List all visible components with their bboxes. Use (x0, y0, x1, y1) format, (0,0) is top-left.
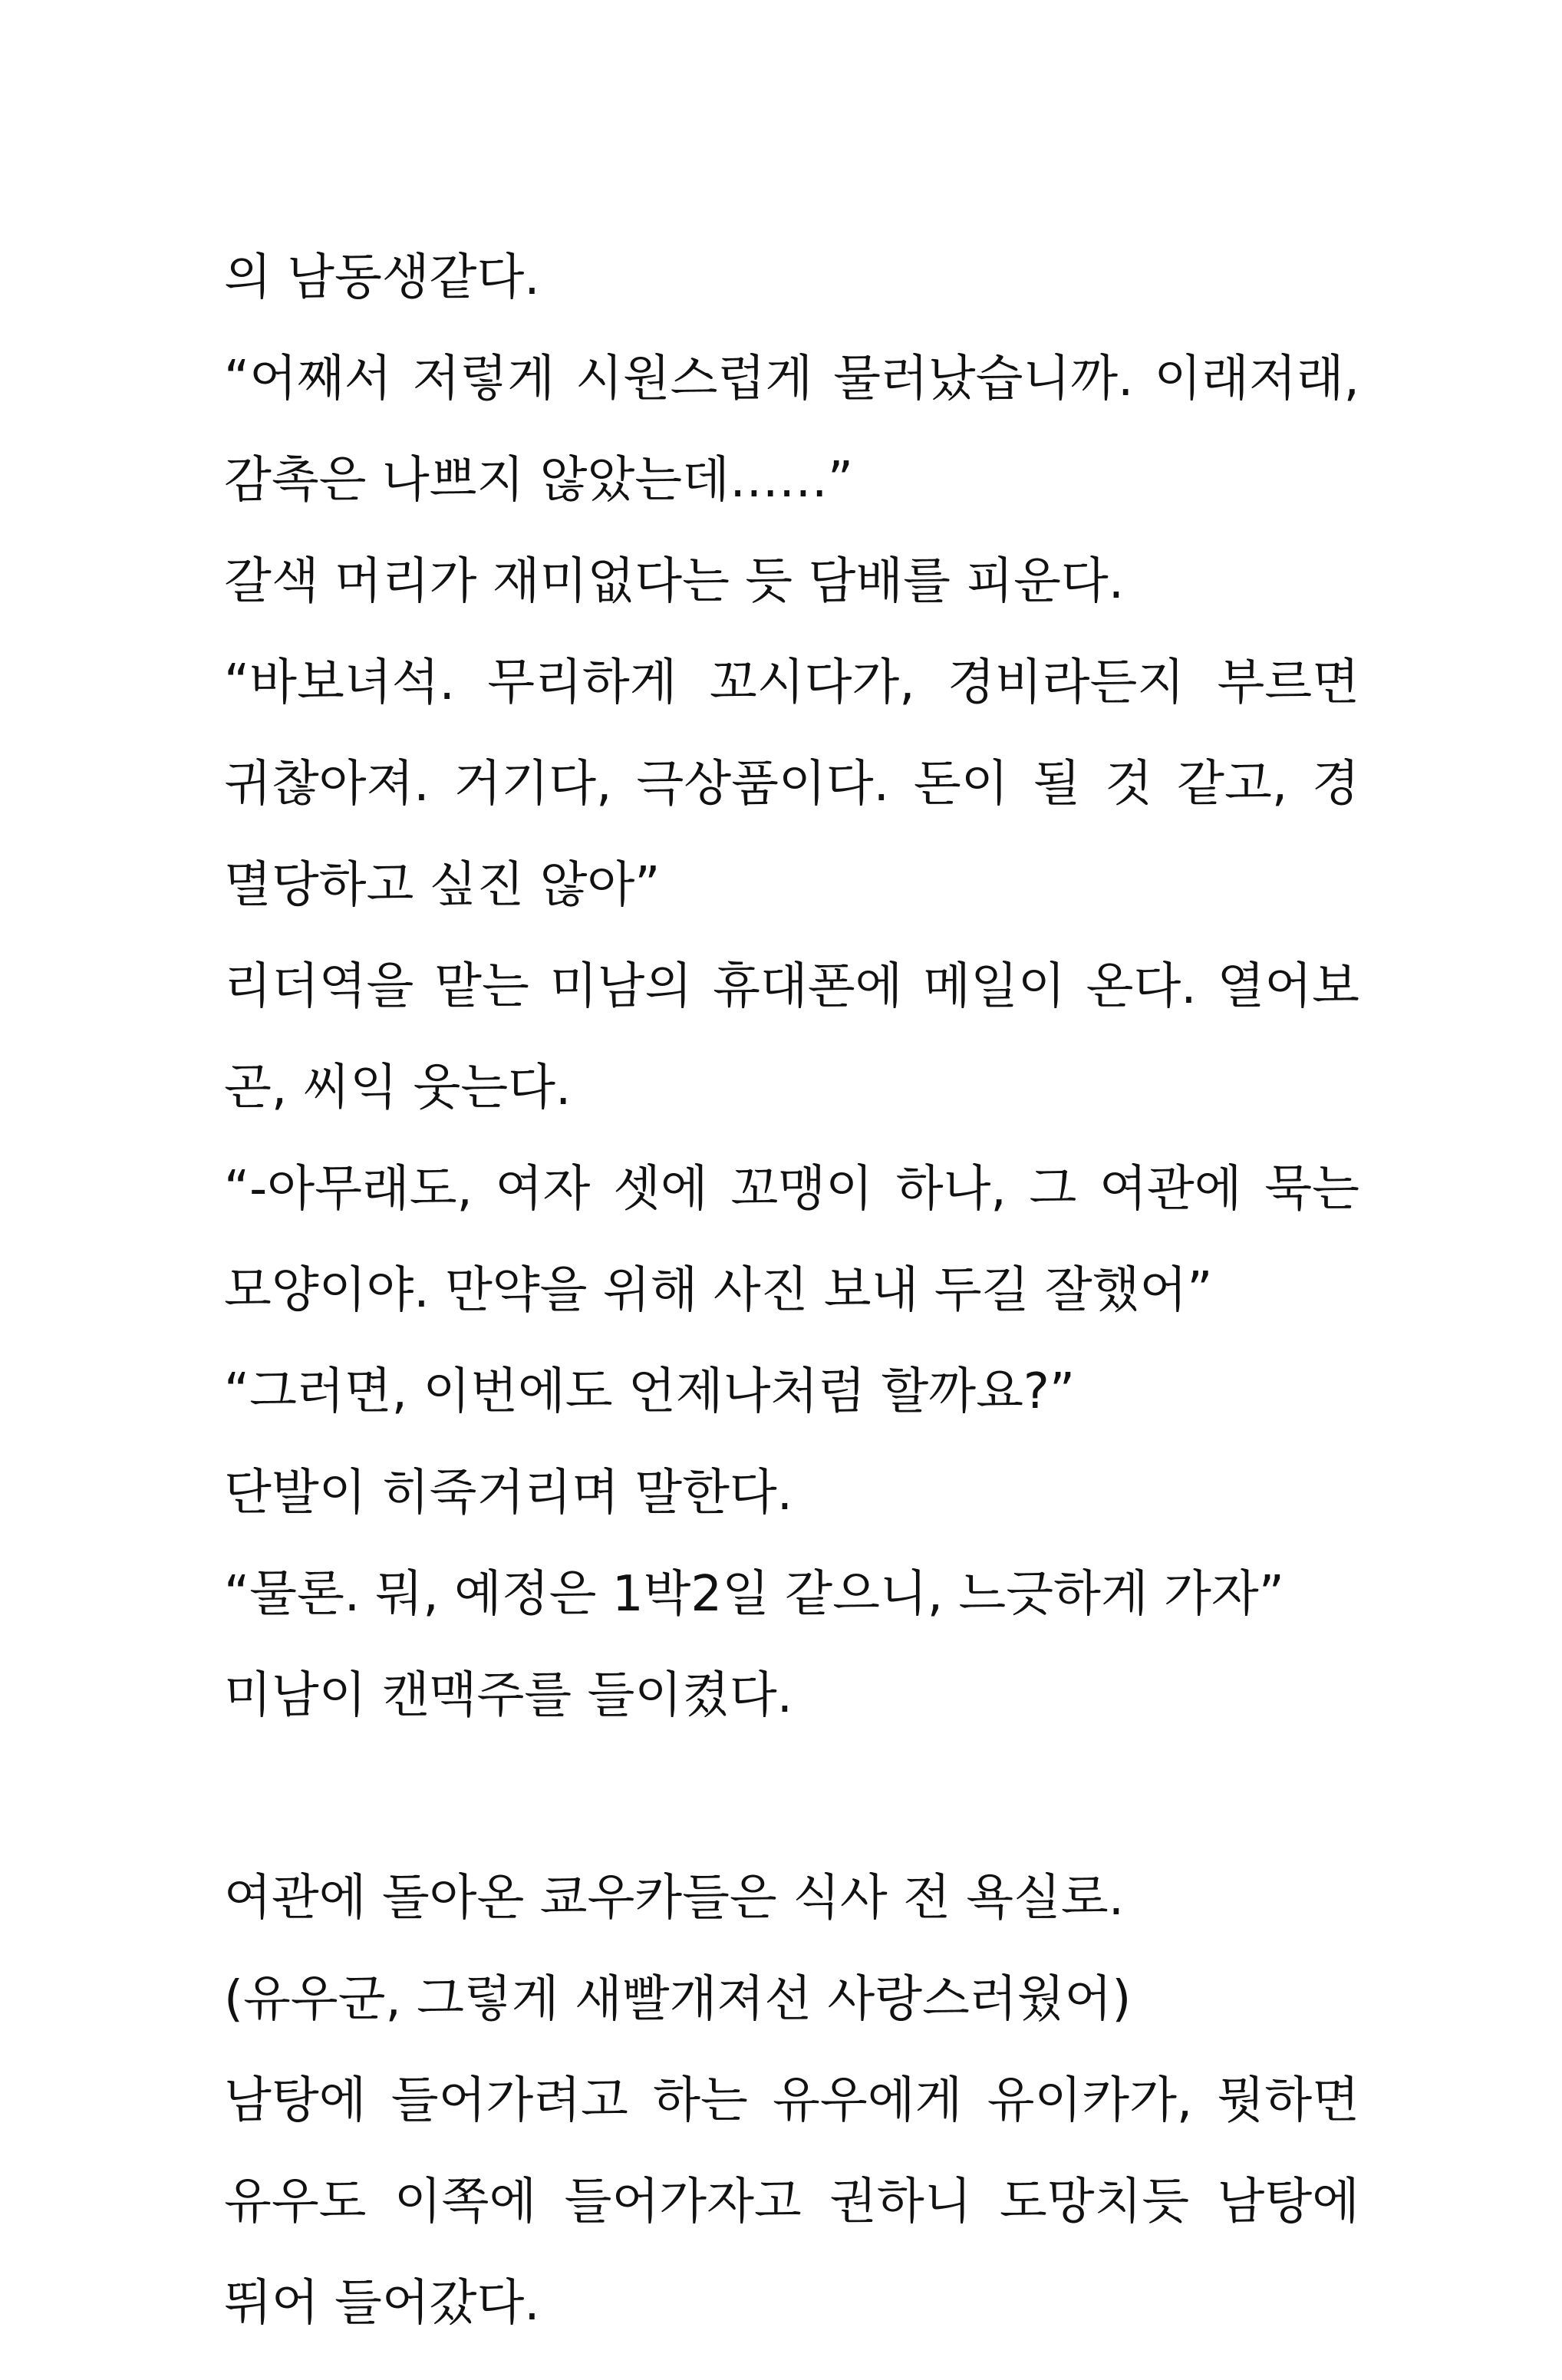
text-line: 모양이야. 만약을 위해 사진 보내 두길 잘했어” (224, 1262, 1213, 1319)
text-line: 의 남동생같다. (224, 249, 540, 306)
text-line: “바보녀석. 무리하게 꼬시다가, 경비라든지 부르면 (224, 654, 1359, 711)
text-line: 갈색 머리가 재미없다는 듯 담배를 피운다. (224, 553, 1125, 610)
blank-line (224, 1772, 1359, 1821)
text-line: “-아무래도, 여자 셋에 꼬맹이 하나, 그 여관에 묵는 (224, 1161, 1359, 1218)
text-line: 귀찮아져. 거기다, 극상품이다. 돈이 될 것 같고, 경 (224, 756, 1359, 813)
text-line: 감촉은 나쁘지 않았는데……” (224, 452, 854, 509)
text-line: 뛰어 들어갔다. (224, 2275, 540, 2332)
text-line: 남탕에 들어가려고 하는 유우에게 유이카가, 뭣하면 (224, 2072, 1359, 2129)
text-line: “그러면, 이번에도 언제나처럼 할까요?” (224, 1363, 1076, 1420)
text-line: “어째서 저렇게 시원스럽게 물러났습니까. 이래저래, (224, 351, 1359, 407)
text-line: 여관에 돌아온 쿄우카들은 식사 전 욕실로. (224, 1870, 1125, 1927)
text-line: 미남이 캔맥주를 들이켰다. (224, 1667, 793, 1724)
text-line: (유우군, 그렇게 새빨개져선 사랑스러웠어) (224, 1971, 1132, 2028)
text-line: 단발이 히죽거리며 말한다. (224, 1465, 793, 1521)
body-text (224, 249, 1359, 2380)
text-line: 멸당하고 싶진 않아” (224, 857, 661, 914)
text-line: 유우도 이쪽에 들어가자고 권하니 도망치듯 남탕에 (224, 2174, 1359, 2230)
text-line: “물론. 뭐, 예정은 1박2일 같으니, 느긋하게 가자” (224, 1566, 1284, 1623)
text-line: 리더역을 맡는 미남의 휴대폰에 메일이 온다. 열어보 (224, 958, 1359, 1015)
text-line: 곤, 씨익 웃는다. (224, 1060, 572, 1116)
